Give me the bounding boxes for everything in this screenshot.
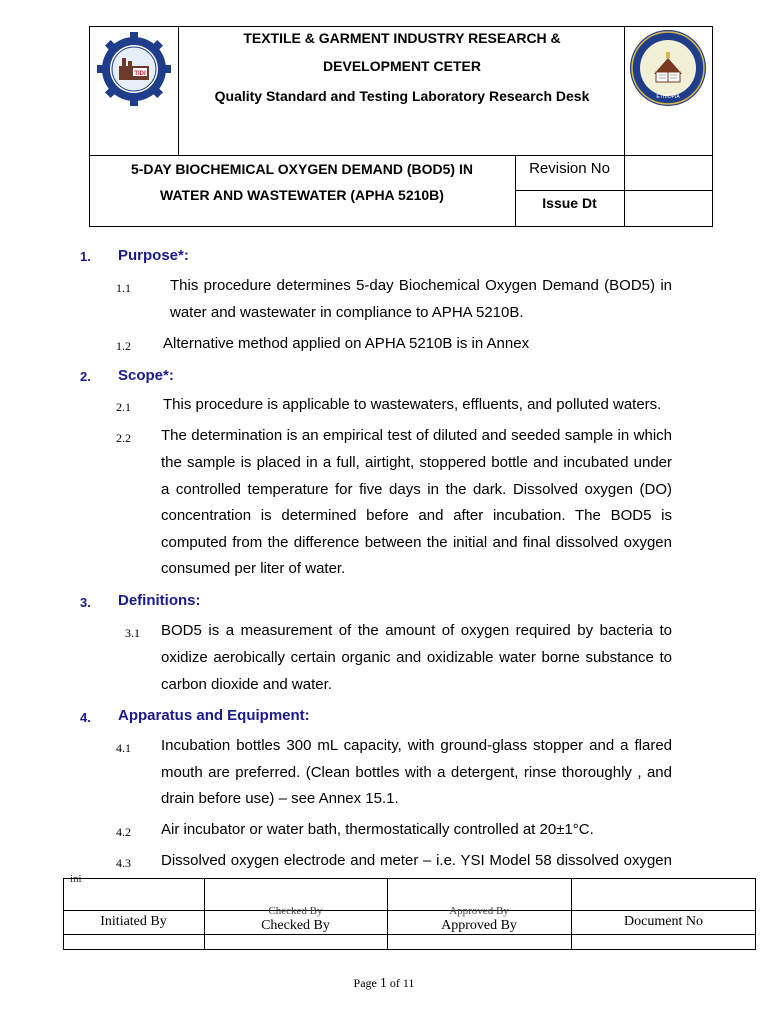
checked-by-label: Checked By (261, 918, 330, 933)
revision-divider (515, 190, 713, 191)
issue-date-label: Issue Dt (542, 195, 597, 211)
revision-label: Revision No (529, 160, 610, 177)
approved-by-label-faint: Approved By (449, 905, 509, 917)
paragraph-line: computed from the difference between the initial and final dissolved oxygen (161, 534, 672, 551)
subsection-number: 3.1 (125, 626, 140, 640)
paragraph-line: the sample is placed in a full, airtight, stoppered bottle and incubated under (161, 454, 672, 471)
signature-row-divider (63, 934, 756, 935)
paragraph-line: oxidize aerobically certain organic and oxidizable water borne substance to (161, 649, 672, 666)
lab-desk-name: Quality Standard and Testing Laboratory Research Desk (214, 88, 590, 104)
initiated-by-label: Initiated By (100, 914, 167, 929)
paragraph-line: Incubation bottles 300 mL capacity, with ground-glass stopper and a flared (161, 737, 672, 754)
stray-text: ini (70, 873, 82, 885)
subsection-number: 1.2 (116, 339, 131, 353)
section-number: 4. (80, 710, 91, 725)
svg-text:TIDI: TIDI (134, 71, 146, 77)
section-title-purpose: Purpose*: (118, 247, 189, 264)
paragraph-line: concentration is determined before and after incubation. The BOD5 is (161, 507, 672, 524)
paragraph-line: Dissolved oxygen electrode and meter – i.e. YSI Model 58 dissolved oxygen (161, 852, 672, 869)
svg-text:ETHIOPIA: ETHIOPIA (656, 94, 680, 100)
paragraph-line: consumed per liter of water. (161, 560, 346, 577)
section-number: 3. (80, 595, 91, 610)
page-indicator (0, 976, 768, 992)
subsection-number: 2.2 (116, 431, 131, 445)
right-logo (628, 28, 708, 108)
paragraph-line: Alternative method applied on APHA 5210B is in Annex (163, 335, 530, 352)
paragraph-line: This procedure determines 5-day Biochemical Oxygen Demand (BOD5) in (170, 277, 672, 294)
seal-logo-icon (628, 28, 708, 108)
checked-by-label-faint: Checked By (268, 905, 323, 917)
subsection-number: 4.3 (116, 856, 131, 870)
paragraph-line: drain before use) – see Annex 15.1. (161, 790, 399, 807)
doc-title-line1: 5-DAY BIOCHEMICAL OXYGEN DEMAND (BOD5) IN (130, 161, 473, 177)
gear-logo-icon (95, 30, 173, 108)
section-title-scope: Scope*: (118, 367, 174, 384)
paragraph-line: BOD5 is a measurement of the amount of oxygen required by bacteria to (161, 622, 672, 639)
subsection-number: 4.2 (116, 825, 131, 839)
doc-title-line2: WATER AND WASTEWATER (APHA 5210B) (160, 187, 444, 203)
logo-divider-left (178, 26, 179, 156)
page-total: of 11 (389, 976, 415, 990)
document-no-label: Document No (624, 914, 703, 929)
section-number: 1. (80, 249, 91, 264)
subsection-number: 4.1 (116, 741, 131, 755)
paragraph-line: This procedure is applicable to wastewaters, effluents, and polluted waters. (163, 396, 662, 413)
paragraph-line: mouth are preferred. (Clean bottles with a detergent, rinse thoroughly , and (161, 764, 672, 781)
section-number: 2. (80, 369, 91, 384)
paragraph-line: The determination is an empirical test of diluted and seeded sample in which (161, 427, 672, 444)
approved-by-label: Approved By (441, 918, 517, 933)
org-name-line2: DEVELOPMENT CETER (323, 58, 481, 74)
logo-divider-right (624, 26, 625, 227)
paragraph-line: Air incubator or water bath, thermostatically controlled at 20±1°C. (161, 821, 594, 838)
page-label: Page (353, 976, 377, 990)
subsection-number: 2.1 (116, 400, 131, 414)
section-title-apparatus: Apparatus and Equipment: (118, 707, 310, 724)
left-logo (95, 30, 173, 108)
paragraph-line: a controlled temperature for five days in the dark. Dissolved oxygen (DO) (161, 481, 672, 498)
paragraph-line: carbon dioxide and water. (161, 676, 332, 693)
section-title-definitions: Definitions: (118, 592, 201, 609)
page-number: 1 (379, 976, 387, 991)
subsection-number: 1.1 (116, 281, 131, 295)
org-name-line1: TEXTILE & GARMENT INDUSTRY RESEARCH & (243, 30, 561, 46)
paragraph-line: water and wastewater in compliance to APHA 5210B. (170, 304, 524, 321)
